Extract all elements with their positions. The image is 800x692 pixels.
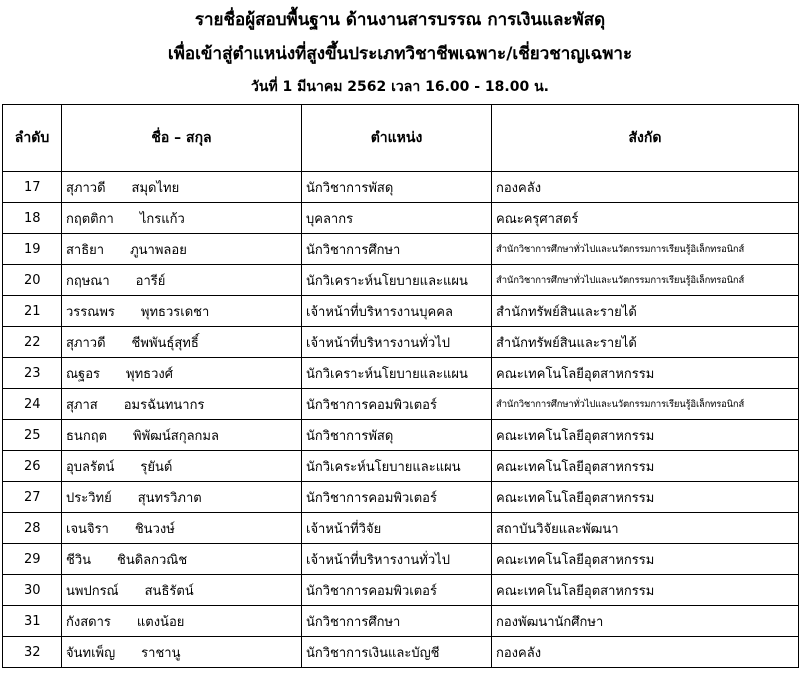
last-name: แตงน้อย bbox=[136, 614, 185, 630]
table-row bbox=[3, 513, 799, 544]
row-number: 20 bbox=[3, 265, 62, 296]
department: กองคลัง bbox=[492, 172, 799, 203]
row-number: 23 bbox=[3, 358, 62, 389]
first-name: ณฐอร bbox=[66, 366, 101, 382]
document-title: รายชื่อผู้สอบพื้นฐาน ด้านงานสารบรรณ การเงินและพัสดุ bbox=[194, 10, 606, 30]
first-name: กฤษณา bbox=[66, 273, 110, 289]
table-row bbox=[3, 203, 799, 234]
position: นักวิชาการเงินและบัญชี bbox=[302, 637, 492, 668]
exam-date: วันที่ 1 มีนาคม 2562 เวลา 16.00 - 18.00 น. bbox=[251, 79, 549, 95]
department: คณะเทคโนโลยีอุตสาหกรรม bbox=[492, 420, 799, 451]
department: คณะเทคโนโลยีอุตสาหกรรม bbox=[492, 544, 799, 575]
position: เจ้าหน้าที่บริหารงานบุคคล bbox=[302, 296, 492, 327]
department: กองพัฒนานักศึกษา bbox=[492, 606, 799, 637]
last-name: รุยันต์ bbox=[140, 459, 173, 475]
position: นักวิเคระห์นโยบายและแผน bbox=[302, 451, 492, 482]
department: สำนักทรัพย์สินและรายได้ bbox=[492, 327, 799, 358]
table-row bbox=[3, 482, 799, 513]
row-number: 30 bbox=[3, 575, 62, 606]
table-row bbox=[3, 637, 799, 668]
table-row bbox=[3, 296, 799, 327]
row-number: 17 bbox=[3, 172, 62, 203]
examinee-table bbox=[2, 104, 799, 668]
department: สำนักทรัพย์สินและรายได้ bbox=[492, 296, 799, 327]
examinee-name bbox=[62, 265, 302, 296]
table-header-row bbox=[3, 105, 799, 172]
position: นักวิชาการคอมพิวเตอร์ bbox=[302, 482, 492, 513]
row-number: 29 bbox=[3, 544, 62, 575]
department: กองคลัง bbox=[492, 637, 799, 668]
row-number: 19 bbox=[3, 234, 62, 265]
row-number: 27 bbox=[3, 482, 62, 513]
department: สถาบันวิจัยและพัฒนา bbox=[492, 513, 799, 544]
position: นักวิชาการศึกษา bbox=[302, 234, 492, 265]
last-name: พิพัฒน์สกุลกมล bbox=[133, 428, 219, 444]
department: คณะเทคโนโลยีอุตสาหกรรม bbox=[492, 451, 799, 482]
table-row bbox=[3, 172, 799, 203]
row-number: 32 bbox=[3, 637, 62, 668]
row-number: 18 bbox=[3, 203, 62, 234]
position: นักวิเคราะห์นโยบายและแผน bbox=[302, 265, 492, 296]
last-name: พุทธวงศ์ bbox=[126, 366, 174, 382]
examinee-name bbox=[62, 203, 302, 234]
last-name: ชินวงษ์ bbox=[134, 521, 175, 537]
examinee-name bbox=[62, 451, 302, 482]
row-number: 25 bbox=[3, 420, 62, 451]
document-subtitle: เพื่อเข้าสู่ตำแหน่งที่สูงขึ้นประเภทวิชาชีพเฉพาะ/เชี่ยวชาญเฉพาะ bbox=[167, 44, 633, 64]
department: คณะเทคโนโลยีอุตสาหกรรม bbox=[492, 482, 799, 513]
last-name: สมุดไทย bbox=[131, 180, 180, 196]
table-row bbox=[3, 327, 799, 358]
table-row bbox=[3, 544, 799, 575]
examinee-name bbox=[62, 327, 302, 358]
examinee-name bbox=[62, 606, 302, 637]
first-name: เจนจิรา bbox=[66, 521, 109, 537]
examinee-name bbox=[62, 482, 302, 513]
first-name: กฤตติกา bbox=[66, 211, 114, 227]
table-row bbox=[3, 451, 799, 482]
position: บุคลากร bbox=[302, 203, 492, 234]
first-name: ชีวิน bbox=[66, 552, 92, 568]
examinee-name bbox=[62, 358, 302, 389]
position: เจ้าหน้าที่วิจัย bbox=[302, 513, 492, 544]
position: นักวิชาการคอมพิวเตอร์ bbox=[302, 575, 492, 606]
last-name: ราชานู bbox=[141, 645, 181, 661]
last-name: ชีพพันธุ์สุทธิ์ bbox=[131, 335, 199, 351]
row-number: 21 bbox=[3, 296, 62, 327]
last-name: ภูนาพลอย bbox=[130, 242, 187, 258]
first-name: วรรณพร bbox=[66, 304, 115, 320]
column-header-position: ตำแหน่ง bbox=[302, 105, 492, 172]
department: สำนักวิชาการศึกษาทั่วไปและนวัตกรรมการเรียนรู้อิเล็กทรอนิกส์ bbox=[492, 265, 799, 296]
position: นักวิชาการพัสดุ bbox=[302, 420, 492, 451]
position: นักวิชาการศึกษา bbox=[302, 606, 492, 637]
last-name: ไกรแก้ว bbox=[139, 211, 185, 227]
department: สำนักวิชาการศึกษาทั่วไปและนวัตกรรมการเรียนรู้อิเล็กทรอนิกส์ bbox=[492, 234, 799, 265]
position: นักวิชาการคอมพิวเตอร์ bbox=[302, 389, 492, 420]
examinee-name bbox=[62, 513, 302, 544]
department: คณะเทคโนโลยีอุตสาหกรรม bbox=[492, 358, 799, 389]
last-name: ชินดิลกวณิช bbox=[117, 552, 188, 568]
examinee-name bbox=[62, 172, 302, 203]
examinee-name bbox=[62, 420, 302, 451]
first-name: นพปกรณ์ bbox=[66, 583, 119, 599]
department: สำนักวิชาการศึกษาทั่วไปและนวัตกรรมการเรียนรู้อิเล็กทรอนิกส์ bbox=[492, 389, 799, 420]
table-row bbox=[3, 389, 799, 420]
first-name: สุภาวดี bbox=[66, 335, 106, 351]
examinee-name bbox=[62, 575, 302, 606]
first-name: สาธิยา bbox=[66, 242, 105, 258]
table-row bbox=[3, 420, 799, 451]
row-number: 31 bbox=[3, 606, 62, 637]
first-name: จันทเพ็ญ bbox=[66, 645, 116, 661]
position: เจ้าหน้าที่บริหารงานทั่วไป bbox=[302, 327, 492, 358]
row-number: 26 bbox=[3, 451, 62, 482]
column-header-no: ลำดับ bbox=[3, 105, 62, 172]
first-name: ประวิทย์ bbox=[66, 490, 112, 506]
position: เจ้าหน้าที่บริหารงานทั่วไป bbox=[302, 544, 492, 575]
row-number: 22 bbox=[3, 327, 62, 358]
table-row bbox=[3, 575, 799, 606]
first-name: สุภาวดี bbox=[66, 180, 106, 196]
column-header-name: ชื่อ – สกุล bbox=[62, 105, 302, 172]
department: คณะเทคโนโลยีอุตสาหกรรม bbox=[492, 575, 799, 606]
table-row bbox=[3, 358, 799, 389]
last-name: สนธิรัตน์ bbox=[144, 583, 194, 599]
row-number: 24 bbox=[3, 389, 62, 420]
column-header-department: สังกัด bbox=[492, 105, 799, 172]
position: นักวิเคราะห์นโยบายและแผน bbox=[302, 358, 492, 389]
table-row bbox=[3, 234, 799, 265]
examinee-name bbox=[62, 637, 302, 668]
examinee-name bbox=[62, 544, 302, 575]
row-number: 28 bbox=[3, 513, 62, 544]
first-name: อุบลรัตน์ bbox=[66, 459, 115, 475]
department: คณะครุศาสตร์ bbox=[492, 203, 799, 234]
first-name: ธนกฤต bbox=[66, 428, 108, 444]
examinee-name bbox=[62, 296, 302, 327]
last-name: พุทธวรเดชา bbox=[140, 304, 210, 320]
last-name: อารีย์ bbox=[135, 273, 166, 289]
last-name: อมรฉันทนากร bbox=[123, 397, 205, 413]
table-body bbox=[3, 172, 799, 668]
table-row bbox=[3, 606, 799, 637]
examinee-name bbox=[62, 389, 302, 420]
table-row bbox=[3, 265, 799, 296]
position: นักวิชาการพัสดุ bbox=[302, 172, 492, 203]
last-name: สุนทรวิภาต bbox=[137, 490, 202, 506]
first-name: สุภาส bbox=[66, 397, 98, 413]
examinee-name bbox=[62, 234, 302, 265]
first-name: กังสดาร bbox=[66, 614, 111, 630]
